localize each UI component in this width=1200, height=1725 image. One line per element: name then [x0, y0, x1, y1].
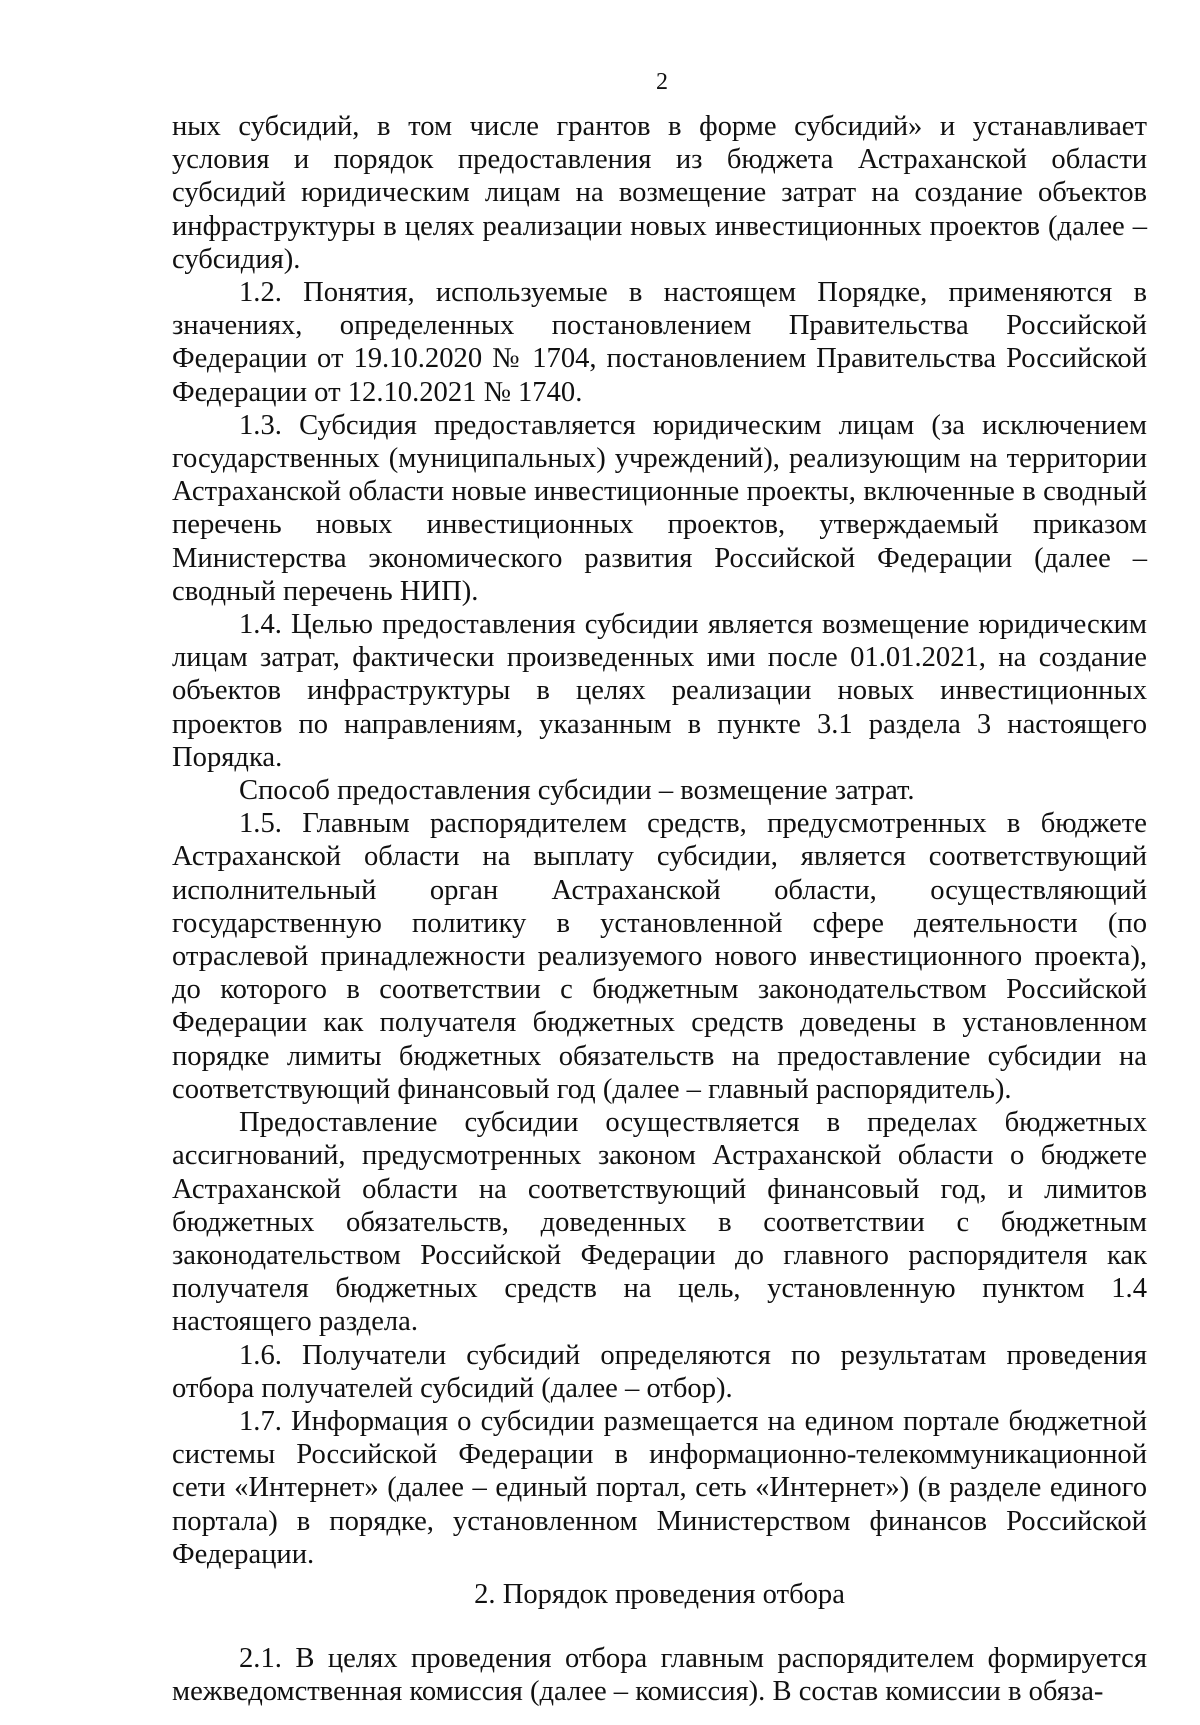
document-body — [172, 110, 1147, 1709]
paragraph-1-7: 1.7. Информация о субсидии размещается на едином портале бюджетной системы Российской Федерации в информационно-телекоммуникационной сети «Интернет» (далее – единый портал, сеть «Интернет») (в разделе единого портала) в порядке, установленном Министерством финансов Российской Федерации. — [172, 1405, 1147, 1570]
paragraph-method: Способ предоставления субсидии – возмещение затрат. — [239, 775, 915, 807]
paragraph-1-3: 1.3. Субсидия предоставляется юридическим лицам (за исключением государственных (муниципальных) учреждений), реализующим на территории Астраханской области новые инвестиционные проекты, включенные в сводный перечень новых инвестиционных проектов, утверждаемый приказом Министерства экономического развития Российской Федерации (далее – сводный перечень НИП). — [172, 409, 1147, 607]
section-heading: 2. Порядок проведения отбора — [474, 1578, 845, 1610]
paragraph-continuation: ных субсидий, в том числе грантов в форме субсидий» и устанавливает условия и порядок предоставления из бюджета Астраханской области субсидий юридическим лицам на возмещение затрат на создание объектов инфраструктуры в целях реализации новых инвестиционных проектов (далее – субсидия). — [172, 111, 1147, 275]
paragraph-1-4: 1.4. Целью предоставления субсидии является возмещение юридическим лицам затрат, фактически произведенных ими после 01.01.2021, на создание объектов инфраструктуры в целях реализации новых инвестиционных проектов по направлениям, указанным в пункте 3.1 раздела 3 настоящего Порядка. — [172, 609, 1147, 773]
paragraph-2-1: 2.1. В целях проведения отбора главным распорядителем формируется межведомственная комиссия (далее – комиссия). В состав комиссии в обяза- — [172, 1643, 1147, 1708]
paragraph-1-5: 1.5. Главным распорядителем средств, предусмотренных в бюджете Астраханской области на выплату субсидии, является соответствующий исполнительный орган Астраханской области, осуществляющий государственную политику в установленной сфере деятельности (по отраслевой принадлежности реализуемого нового инвестиционного проекта), до которого в соответствии с бюджетным законодательством Российской Федерации как получателя бюджетных средств доведены в установленном порядке лимиты бюджетных обязательств на предоставление субсидии на соответствующий финансовый год (далее – главный распорядитель). — [172, 808, 1147, 1105]
paragraph-allocation: Предоставление субсидии осуществляется в пределах бюджетных ассигнований, предусмотренных законом Астраханской области о бюджете Астраханской области на соответствующий финансовый год, и лимитов бюджетных обязательств, доведенных в соответствии с бюджетным законодательством Российской Федерации до главного распорядителя как получателя бюджетных средств на цель, установленную пунктом 1.4 настоящего раздела. — [172, 1107, 1147, 1338]
paragraph-1-2: 1.2. Понятия, используемые в настоящем Порядке, применяются в значениях, определенных постановлением Правительства Российской Федерации от 19.10.2020 № 1704, постановлением Правительства Российской Федерации от 12.10.2021 № 1740. — [172, 277, 1147, 408]
paragraph-1-6: 1.6. Получатели субсидий определяются по результатам проведения отбора получателей субсидий (далее – отбор). — [172, 1339, 1147, 1404]
page-number: 2 — [656, 69, 668, 95]
